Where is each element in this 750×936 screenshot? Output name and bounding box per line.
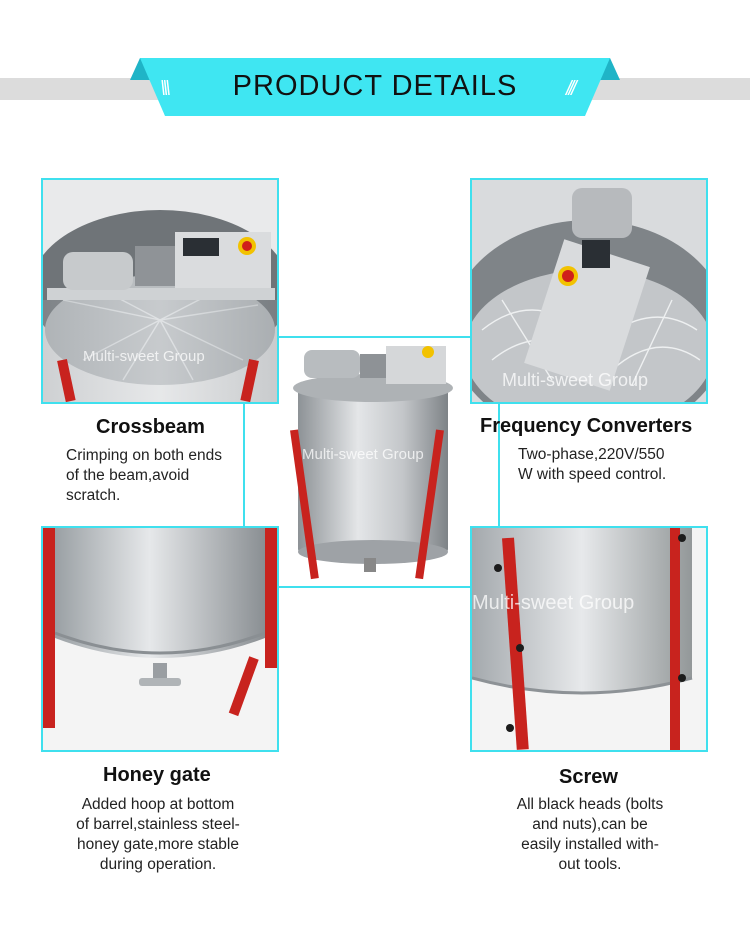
feature-title-screw: Screw bbox=[559, 766, 618, 788]
desc-line: out tools. bbox=[558, 856, 622, 873]
desc-line: scratch. bbox=[66, 487, 121, 504]
desc-line: Added hoop at bottom bbox=[81, 796, 235, 813]
crossbeam-image bbox=[41, 178, 279, 404]
desc-line: of barrel,stainless steel- bbox=[76, 816, 240, 833]
feature-desc-screw bbox=[500, 795, 680, 875]
honey-gate-image bbox=[41, 526, 279, 752]
frequency-converter-image bbox=[470, 178, 708, 404]
connector-line bbox=[278, 336, 470, 338]
header-right-decoration: /// bbox=[566, 78, 574, 100]
header-left-decoration: \\\ bbox=[160, 78, 168, 100]
feature-desc-frequency-converters bbox=[518, 445, 718, 485]
center-extractor-image bbox=[282, 340, 468, 585]
desc-line: All black heads (bolts bbox=[516, 796, 664, 813]
desc-line: during operation. bbox=[99, 856, 217, 873]
watermark: Multi-sweet Group bbox=[472, 592, 635, 614]
desc-line: Two-phase,220V/550 bbox=[518, 446, 665, 463]
desc-line: easily installed with- bbox=[521, 836, 659, 853]
desc-line: honey gate,more stable bbox=[77, 836, 239, 853]
watermark: Multi-sweet Group bbox=[502, 370, 649, 390]
feature-title-frequency-converters: Frequency Converters bbox=[480, 415, 693, 437]
page-title: PRODUCT DETAILS bbox=[232, 70, 518, 102]
feature-title-crossbeam: Crossbeam bbox=[96, 416, 205, 438]
feature-title-honey-gate: Honey gate bbox=[103, 764, 211, 786]
desc-line: Crimping on both ends bbox=[66, 447, 222, 464]
desc-line: of the beam,avoid bbox=[66, 467, 190, 484]
watermark: Multi-sweet Group bbox=[302, 446, 424, 463]
feature-desc-honey-gate bbox=[60, 795, 256, 875]
desc-line: and nuts),can be bbox=[532, 816, 648, 833]
watermark: Multi-sweet Group bbox=[83, 348, 205, 365]
feature-desc-crossbeam bbox=[66, 446, 266, 506]
connector-line bbox=[278, 586, 470, 588]
desc-line: W with speed control. bbox=[518, 466, 667, 483]
screw-image bbox=[470, 526, 708, 752]
